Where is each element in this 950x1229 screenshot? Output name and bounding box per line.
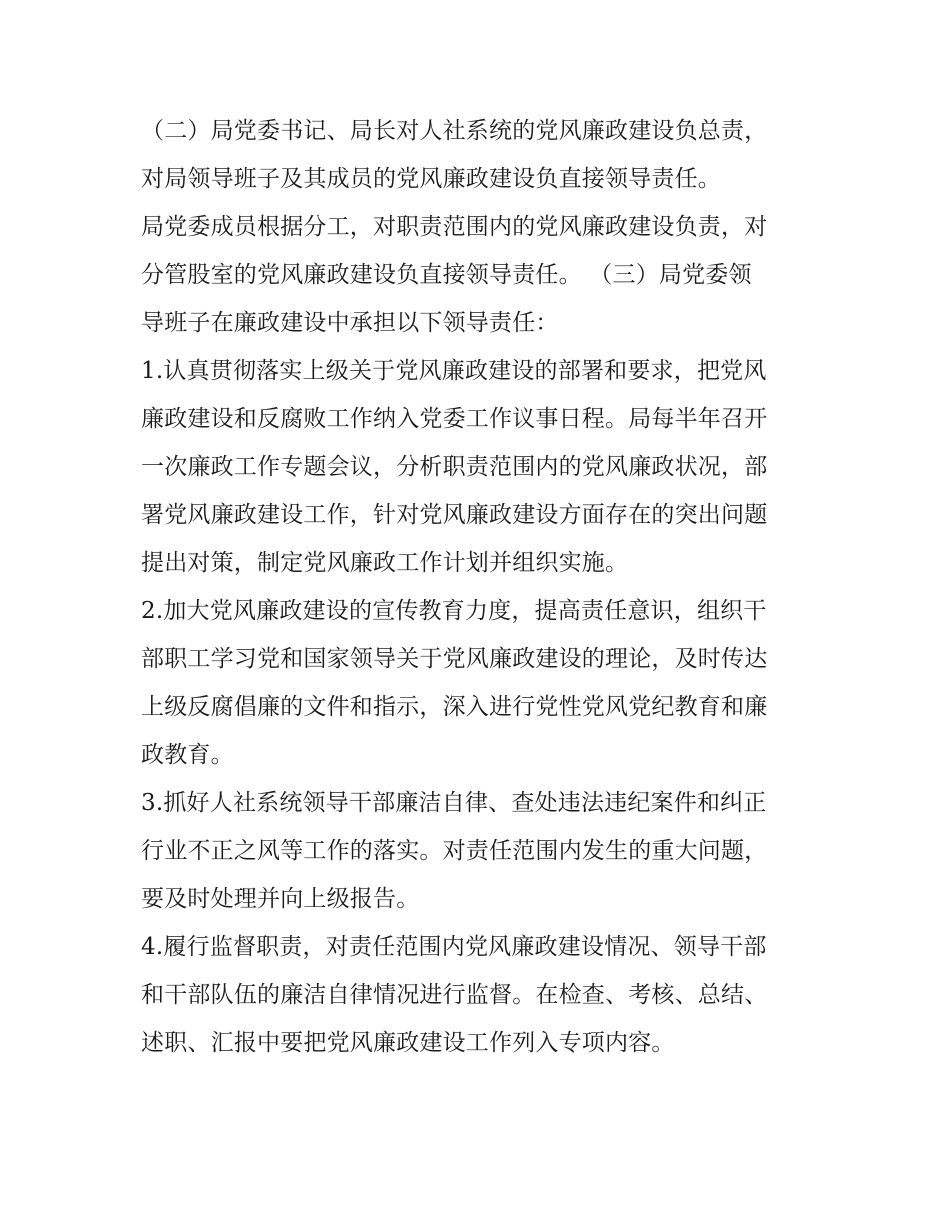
text-line: 要及时处理并向上级报告。 — [141, 886, 420, 912]
text-line: 部职工学习党和国家领导关于党风廉政建设的理论，及时传达 — [141, 646, 768, 672]
text-line: 局党委成员根据分工，对职责范围内的党风廉政建设负责，对 — [141, 214, 768, 240]
text-line: 2.加大党风廉政建设的宣传教育力度，提高责任意识，组织干 — [141, 598, 767, 624]
text-line: 提出对策，制定党风廉政工作计划并组织实施。 — [141, 550, 629, 576]
text-line: 和干部队伍的廉洁自律情况进行监督。在检查、考核、总结、 — [141, 982, 768, 1008]
document-body — [141, 107, 821, 1067]
text-line: 上级反腐倡廉的文件和指示，深入进行党性党风党纪教育和廉 — [141, 694, 768, 720]
text-line: 对局领导班子及其成员的党风廉政建设负直接领导责任。 — [141, 166, 721, 192]
text-line: 政教育。 — [141, 742, 234, 768]
text-line: 3.抓好人社系统领导干部廉洁自律、查处违法违纪案件和纠正 — [141, 790, 767, 816]
text-line: 1.认真贯彻落实上级关于党风廉政建设的部署和要求，把党风 — [141, 358, 767, 384]
text-line: （二）局党委书记、局长对人社系统的党风廉政建设负总责， — [141, 118, 768, 144]
text-line: 4.履行监督职责，对责任范围内党风廉政建设情况、领导干部 — [141, 934, 767, 960]
text-line: 分管股室的党风廉政建设负直接领导责任。 （三）局党委领 — [141, 262, 752, 288]
text-line: 廉政建设和反腐败工作纳入党委工作议事日程。局每半年召开 — [141, 406, 768, 432]
text-line: 一次廉政工作专题会议，分析职责范围内的党风廉政状况，部 — [141, 454, 768, 480]
text-line: 行业不正之风等工作的落实。对责任范围内发生的重大问题， — [141, 838, 768, 864]
text-line: 导班子在廉政建设中承担以下领导责任： — [141, 310, 559, 336]
text-line: 述职、汇报中要把党风廉政建设工作列入专项内容。 — [141, 1030, 675, 1056]
text-line: 署党风廉政建设工作，针对党风廉政建设方面存在的突出问题 — [141, 502, 768, 528]
